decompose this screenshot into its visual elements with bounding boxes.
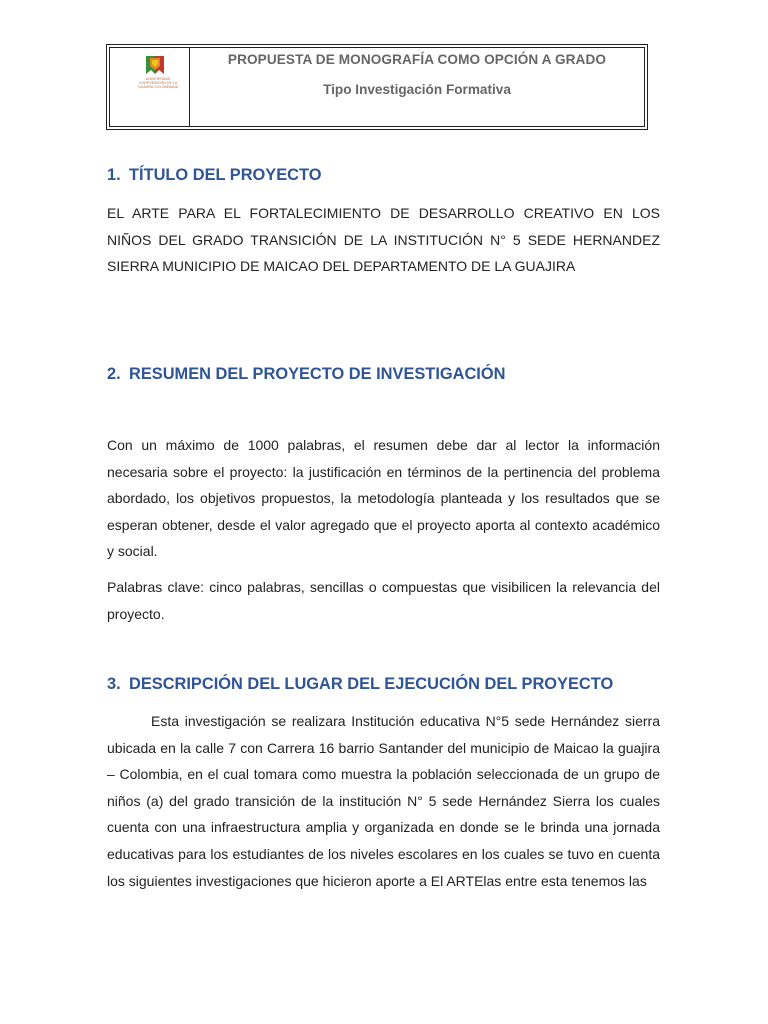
- header-table-inner: [109, 47, 645, 127]
- section-2-number: 2.: [107, 365, 121, 383]
- logo-text: UNIVERSIDAD CORPORACIÓN DE LA GUAJIRA COLOMBIANA: [137, 77, 179, 90]
- section-3-number: 3.: [107, 675, 121, 693]
- section-2-heading: [107, 365, 505, 384]
- header-title: PROPUESTA DE MONOGRAFÍA COMO OPCIÓN A GRADO: [227, 52, 607, 67]
- section-3-paragraph: Esta investigación se realizara Institución educativa N°5 sede Hernández sierra ubicada en la calle 7 con Carrera 16 barrio Santander del municipio de Maicao la guajira – Colombia, en el cual tomara como muestra la población seleccionada de un grupo de niños (a) del grado transición de la institución N° 5 sede Hernández Sierra los cuales cuenta con una infraestructura amplia y organizada en donde se le brinda una jornada educativas para los estudiantes de los niveles escolares en los cuales se tuvo en cuenta los siguientes investigaciones que hicieron aporte a El ARTElas entre esta tenemos las: [107, 713, 660, 889]
- section-1-number: 1.: [107, 166, 121, 184]
- university-logo: [134, 54, 178, 90]
- ribbon-logo-icon: [142, 54, 168, 76]
- header-title-cell: [190, 48, 644, 126]
- section-1-heading: [107, 166, 321, 185]
- section-2-title: RESUMEN DEL PROYECTO DE INVESTIGACIÓN: [129, 365, 506, 383]
- section-1-paragraph: EL ARTE PARA EL FORTALECIMIENTO DE DESARROLLO CREATIVO EN LOS NIÑOS DEL GRADO TRANSICIÓN DE LA INSTITUCIÓN N° 5 SEDE HERNANDEZ SIERRA MUNICIPIO DE MAICAO DEL DEPARTAMENTO DE LA GUAJIRA: [107, 205, 660, 275]
- logo-cell: [110, 48, 190, 126]
- section-1-title: TÍTULO DEL PROYECTO: [129, 166, 322, 184]
- section-3-title: DESCRIPCIÓN DEL LUGAR DEL EJECUCIÓN DEL PROYECTO: [129, 675, 614, 693]
- section-2-paragraph-2: Palabras clave: cinco palabras, sencillas o compuestas que visibilicen la relevancia del proyecto.: [107, 579, 660, 622]
- section-2-paragraph-1: Con un máximo de 1000 palabras, el resumen debe dar al lector la información necesaria sobre el proyecto: la justificación en términos de la pertinencia del problema abordado, los objetivos propuestos, la metodología planteada y los resultados que se esperan obtener, desde el valor agregado que el proyecto aporta al contexto académico y social.: [107, 437, 660, 560]
- header-subtitle: Tipo Investigación Formativa: [323, 82, 511, 97]
- section-3-heading: [107, 675, 613, 694]
- header-table: [106, 44, 648, 130]
